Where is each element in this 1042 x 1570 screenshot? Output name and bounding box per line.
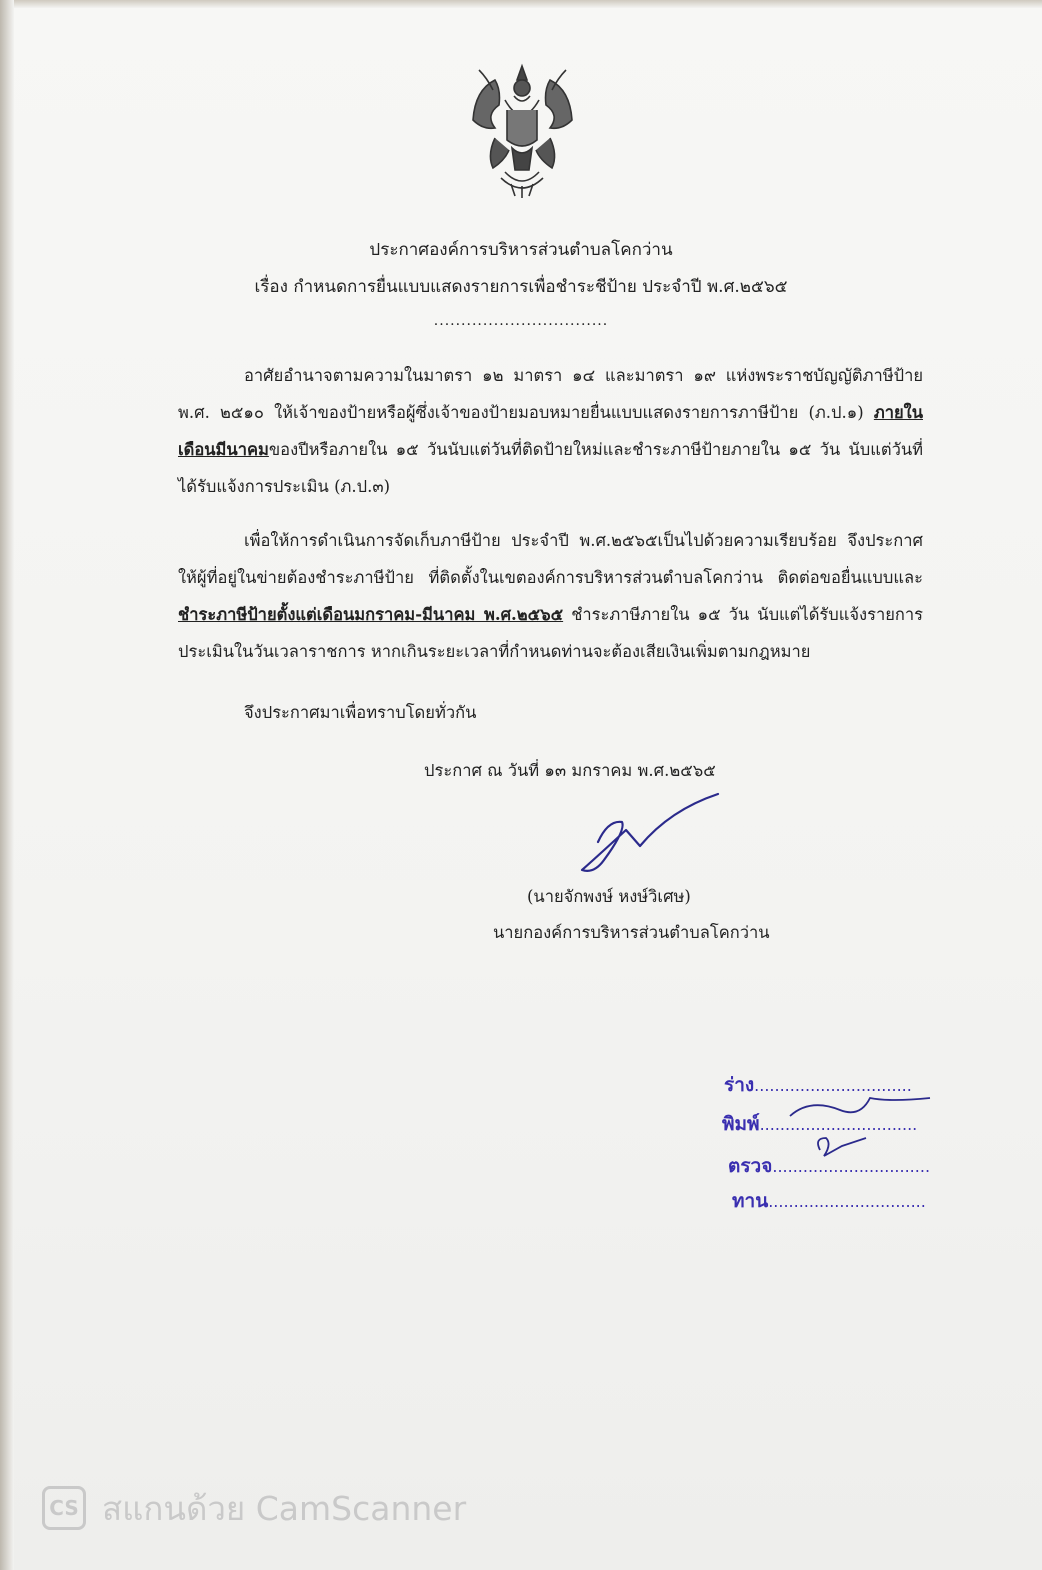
stamp-dots: ............................... <box>768 1192 926 1211</box>
stamp-initials <box>770 1088 940 1168</box>
paper-edge-top <box>0 0 1042 8</box>
stamp-print-label: พิมพ์ <box>722 1113 760 1135</box>
title-divider: ................................ <box>433 313 609 329</box>
announcement-title: ประกาศองค์การบริหารส่วนตำบลโคกว่าน <box>369 240 673 260</box>
paragraph-1-text-b: ของปีหรือภายใน ๑๕ วันนับแต่วันที่ติดป้ายใหม่และชำระภาษีป้ายภายใน ๑๕ วัน นับแต่วันที่ได้รับแจ้งการประเมิน (ภ.ป.๓) <box>178 440 923 496</box>
signatory-name: (นายจักพงษ์ หงษ์วิเศษ) <box>527 887 691 906</box>
stamp-dots: ............................... <box>754 1076 912 1095</box>
paragraph-2-underlined: ชำระภาษีป้ายตั้งแต่เดือนมกราคม-มีนาคม พ.ศ.๒๕๖๕ <box>178 605 564 624</box>
paragraph-1-underlined: ภายในเดือนมีนาคม <box>178 403 923 459</box>
stamp-dots: ............................... <box>772 1157 931 1176</box>
camscanner-logo-icon: CS <box>42 1486 86 1530</box>
handwritten-signature <box>560 790 730 880</box>
signatory-position: นายกองค์การบริหารส่วนตำบลโคกว่าน <box>493 923 770 942</box>
stamp-review-label: ทาน <box>732 1190 769 1212</box>
stamp-check-label: ตรวจ <box>728 1155 773 1177</box>
paragraph-1-text-a: อาศัยอำนาจตามความในมาตรา ๑๒ มาตรา ๑๔ และมาตรา ๑๙ แห่งพระราชบัญญัติภาษีป้าย พ.ศ. ๒๕๑๐ ให้เจ้าของป้ายหรือผู้ซึ่งเจ้าของป้ายมอบหมายยื่นแบบแสดงรายการภาษีป้าย (ภ.ป.๑) <box>178 366 923 422</box>
announcement-date: ประกาศ ณ วันที่ ๑๓ มกราคม พ.ศ.๒๕๖๕ <box>424 761 716 780</box>
garuda-emblem-icon <box>465 60 580 200</box>
closing-statement: จึงประกาศมาเพื่อทราบโดยทั่วกัน <box>244 703 477 722</box>
stamp-draft-label: ร่าง <box>724 1074 755 1096</box>
stamp-dots: ............................... <box>759 1115 918 1134</box>
camscanner-watermark-text: สแกนด้วย CamScanner <box>102 1488 467 1528</box>
paragraph-2-text-a: เพื่อให้การดำเนินการจัดเก็บภาษีป้าย ประจำปี พ.ศ.๒๕๖๕เป็นไปด้วยความเรียบร้อย จึงประกาศให้ผู้ที่อยู่ในข่ายต้องชำระภาษีป้าย ที่ติดตั้งในเขตองค์การบริหารส่วนตำบลโคกว่าน ติดต่อขอยื่นแบบและ <box>178 531 923 587</box>
camscanner-watermark <box>42 1485 466 1531</box>
paragraph-2 <box>178 522 923 670</box>
paragraph-2-text-b: ชำระภาษีภายใน ๑๕ วัน นับแต่ได้รับแจ้งรายการประเมินในวันเวลาราชการ หากเกินระยะเวลาที่กำหนดท่านจะต้องเสียเงินเพิ่มตามกฎหมาย <box>178 605 924 661</box>
announcement-subject: เรื่อง กำหนดการยื่นแบบแสดงรายการเพื่อชำระชีป้าย ประจำปี พ.ศ.๒๕๖๕ <box>254 277 788 297</box>
stamp-row-review <box>732 1186 926 1216</box>
paragraph-1 <box>178 357 923 505</box>
